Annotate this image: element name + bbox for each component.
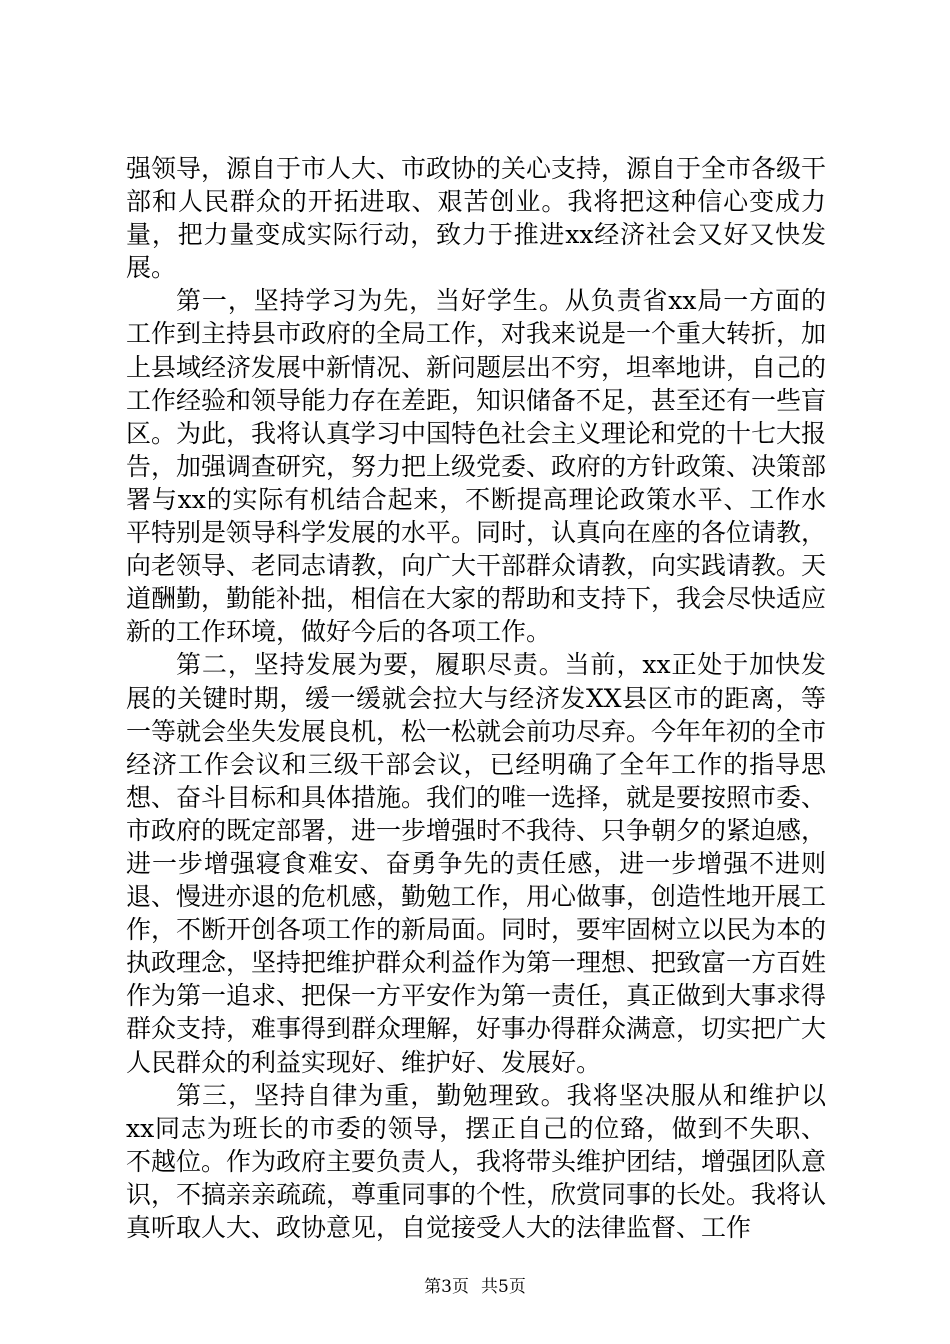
page-footer (0, 1272, 950, 1297)
paragraph-3: 第二，坚持发展为要，履职尽责。当前，xx正处于加快发展的关键时期，缓一缓就会拉大与经济发XX县区市的距离，等一等就会坐失发展良机，松一松就会前功尽弃。今年年初的全市经济工作会议和三级干部会议，已经明确了全年工作的指导思想、奋斗目标和具体措施。我们的唯一选择，就是要按照市委、市政府的既定部署，进一步增强时不我待、只争朝夕的紧迫感，进一步增强寝食难安、奋勇争先的责任感，进一步增强不进则退、慢进亦退的危机感，勤勉工作，用心做事，创造性地开展工作，不断开创各项工作的新局面。同时，要牢固树立以民为本的执政理念，坚持把维护群众利益作为第一理想、把致富一方百姓作为第一追求、把保一方平安作为第一责任，真正做到大事求得群众支持，难事得到群众理解，好事办得群众满意，切实把广大人民群众的利益实现好、维护好、发展好。 (126, 650, 827, 1077)
paragraph-1: 强领导，源自于市人大、市政协的关心支持，源自于全市各级干部和人民群众的开拓进取、艰苦创业。我将把这种信心变成力量，把力量变成实际行动，致力于推进xx经济社会又好又快发展。 (126, 154, 827, 283)
page-total: 共5页 (481, 1277, 526, 1297)
page-number: 第3页 (424, 1277, 469, 1297)
document-body (126, 152, 826, 1244)
paragraph-2: 第一，坚持学习为先，当好学生。从负责省xx局一方面的工作到主持县市政府的全局工作，对我来说是一个重大转折，加上县域经济发展中新情况、新问题层出不穷，坦率地讲，自己的工作经验和领导能力存在差距，知识储备不足，甚至还有一些盲区。为此，我将认真学习中国特色社会主义理论和党的十七大报告，加强调查研究，努力把上级党委、政府的方针政策、决策部署与xx的实际有机结合起来，不断提高理论政策水平、工作水平特别是领导科学发展的水平。同时，认真向在座的各位请教，向老领导、老同志请教，向广大干部群众请教，向实践请教。天道酬勤，勤能补拙，相信在大家的帮助和支持下，我会尽快适应新的工作环境，做好今后的各项工作。 (126, 286, 827, 647)
paragraph-4: 第三，坚持自律为重，勤勉理致。我将坚决服从和维护以xx同志为班长的市委的领导，摆正自己的位臵，做到不失职、不越位。作为政府主要负责人，我将带头维护团结，增强团队意识，不搞亲亲疏疏，尊重同事的个性，欣赏同事的长处。我将认真听取人大、政协意见，自觉接受人大的法律监督、工作 (126, 1080, 827, 1242)
